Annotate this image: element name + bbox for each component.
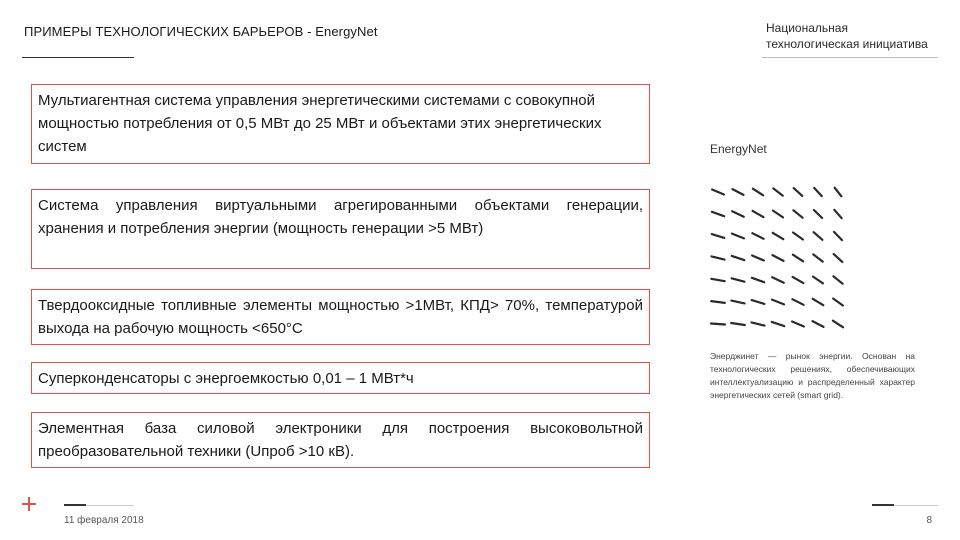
dash-mark (833, 276, 842, 283)
dash-mark (773, 255, 784, 261)
dash-mark (752, 278, 764, 282)
dash-mark (835, 188, 842, 197)
dash-mark (834, 232, 842, 240)
dash-mark (814, 210, 822, 218)
dash-mark (752, 300, 765, 304)
barrier-item-3: Твердооксидные топливные элементы мощностью >1МВт, КПД> 70%, температурой выхода на рабочую мощность <650°С (31, 289, 650, 345)
dash-mark (732, 234, 744, 239)
dash-mark (772, 300, 784, 305)
footer-rule-left (64, 505, 134, 506)
dash-mark (752, 233, 763, 239)
footer-date: 11 февраля 2018 (64, 515, 144, 526)
dash-mark (794, 188, 803, 196)
dash-mark (792, 299, 803, 305)
dash-mark (772, 277, 784, 282)
barrier-item-2: Система управления виртуальными агрегированными объектами генерации, хранения и потребления энергии (мощность генерации >5 МВт) (31, 189, 650, 269)
dash-mark (834, 210, 841, 218)
energynet-dash-pattern-icon (704, 180, 864, 330)
org-line-1: Национальная (766, 21, 848, 35)
dash-mark (711, 301, 725, 303)
dash-mark (732, 256, 744, 260)
barrier-item-5: Элементная база силовой электроники для построения высоковольтной преобразовательной техники (Uпроб >10 кВ). (31, 412, 650, 468)
title-underline (22, 57, 134, 58)
dash-mark (712, 190, 724, 195)
dash-mark (731, 323, 745, 325)
dash-mark (813, 254, 822, 261)
dash-mark (813, 299, 824, 305)
dash-mark (834, 254, 843, 262)
barrier-item-4: Суперконденсаторы с энергоемкостью 0,01 – 1 МВт*ч (31, 362, 650, 394)
dash-mark (712, 234, 725, 238)
dash-mark (712, 256, 725, 259)
dash-mark (773, 211, 783, 218)
org-line-2: технологическая инициатива (766, 37, 928, 51)
dash-mark (731, 301, 744, 304)
dash-mark (833, 299, 843, 306)
dash-mark (814, 188, 822, 196)
barrier-item-1: Мультиагентная система управления энергетическими системами с совокупной мощностью потребления от 0,5 МВт до 25 МВт и объектами этих энергетических систем (31, 84, 650, 164)
dash-mark (792, 322, 804, 327)
energynet-brand: EnergyNet (710, 142, 767, 156)
plus-icon (22, 497, 36, 511)
dash-mark (793, 277, 804, 283)
dash-mark (814, 232, 823, 240)
dash-mark (753, 211, 764, 217)
dash-mark (732, 211, 744, 216)
dash-mark (711, 324, 725, 325)
dash-mark (712, 212, 724, 216)
dash-mark (793, 210, 802, 217)
dash-mark (793, 233, 803, 240)
dash-mark (752, 322, 765, 325)
dash-mark (732, 278, 745, 281)
dash-mark (711, 279, 724, 281)
dash-mark (813, 277, 823, 284)
org-underline (762, 57, 938, 58)
dash-mark (813, 321, 824, 327)
dash-mark (752, 256, 764, 261)
dash-mark (793, 255, 803, 262)
dash-mark (773, 233, 784, 239)
dash-mark (772, 322, 784, 326)
energynet-caption: Энерджинет — рынок энергии. Основан на технологических решениях, обеспечивающих интеллектуализацию и распределенный характер энергетических сетей (smart grid). (710, 351, 915, 400)
footer-rule-right (872, 505, 938, 506)
dash-mark (733, 189, 744, 195)
dash-mark (833, 321, 843, 328)
page-title: ПРИМЕРЫ ТЕХНОЛОГИЧЕСКИХ БАРЬЕРОВ - EnergyNet (24, 24, 378, 39)
organization-name (766, 20, 928, 52)
dash-mark (753, 189, 763, 196)
page-number: 8 (926, 515, 932, 526)
dash-mark (773, 188, 782, 195)
